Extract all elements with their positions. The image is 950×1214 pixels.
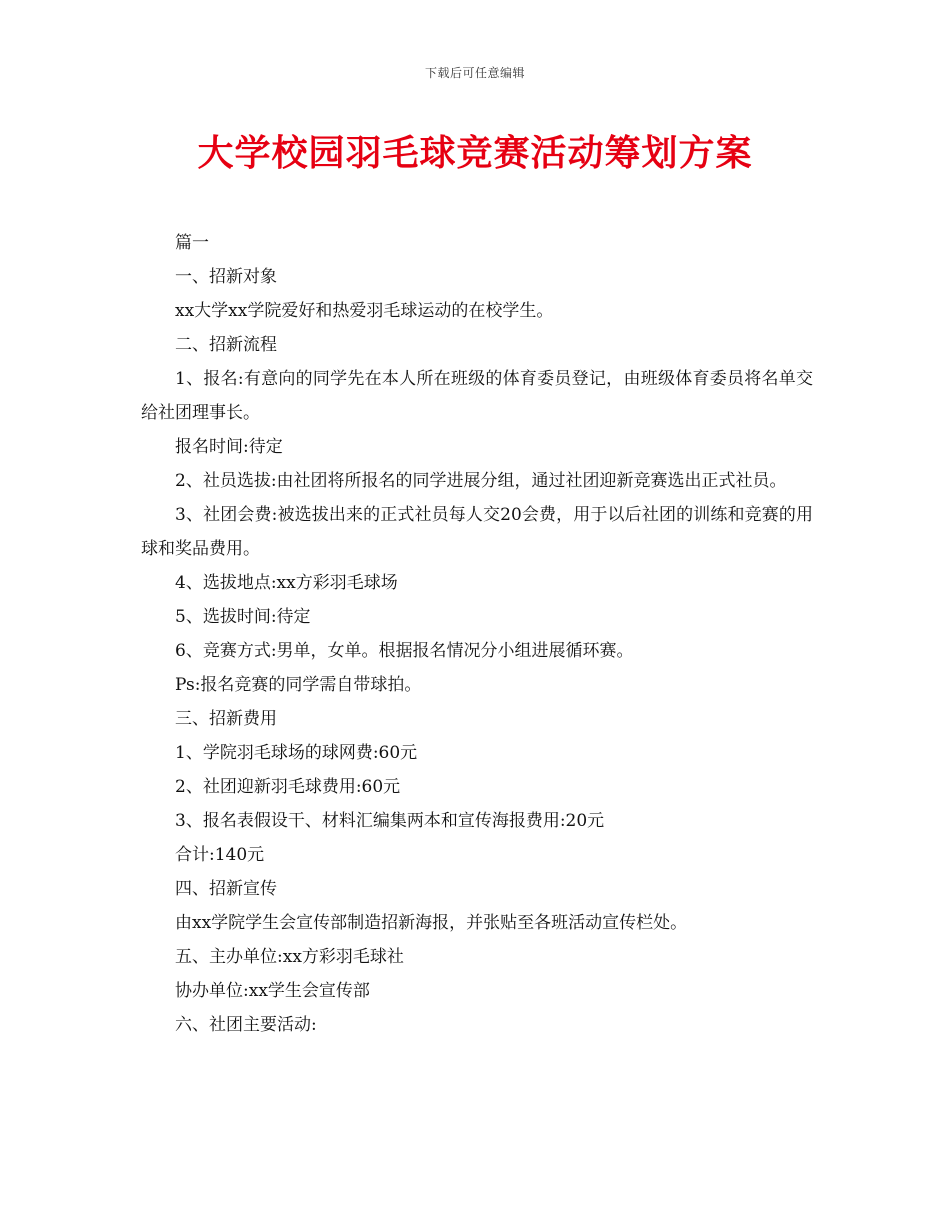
paragraph: 2、社团迎新羽毛球费用:60元 bbox=[175, 777, 401, 797]
paragraph: 6、竞赛方式:男单，女单。根据报名情况分小组进展循环赛。 bbox=[175, 641, 634, 661]
paragraph: 5、选拔时间:待定 bbox=[175, 607, 311, 627]
heading-recruit-target: 一、招新对象 bbox=[175, 267, 277, 287]
document-title: 大学校园羽毛球竞赛活动筹划方案 bbox=[197, 132, 753, 174]
paragraph: 五、主办单位:xx方彩羽毛球社 bbox=[175, 947, 404, 967]
paragraph: 由xx学院学生会宣传部制造招新海报，并张贴至各班活动宣传栏处。 bbox=[175, 913, 688, 933]
paragraph: 3、报名表假设干、材料汇编集两本和宣传海报费用:20元 bbox=[175, 811, 605, 831]
heading-recruit-cost: 三、招新费用 bbox=[175, 709, 277, 729]
header-note: 下载后可任意编辑 bbox=[424, 66, 525, 80]
document-body bbox=[141, 226, 813, 1042]
paragraph: 协办单位:xx学生会宣传部 bbox=[175, 981, 370, 1001]
paragraph: 1、报名:有意向的同学先在本人所在班级的体育委员登记，由班级体育委员将名单交给社团理事长。 bbox=[141, 369, 813, 423]
heading-main-activities: 六、社团主要活动: bbox=[175, 1015, 317, 1035]
paragraph: 报名时间:待定 bbox=[175, 437, 283, 457]
heading-recruit-process: 二、招新流程 bbox=[175, 335, 277, 355]
paragraph: 合计:140元 bbox=[175, 845, 265, 865]
section-label: 篇一 bbox=[175, 233, 209, 253]
heading-recruit-promotion: 四、招新宣传 bbox=[175, 879, 277, 899]
paragraph: 3、社团会费:被选拔出来的正式社员每人交20会费，用于以后社团的训练和竞赛的用球和奖品费用。 bbox=[141, 505, 813, 559]
paragraph: Ps:报名竞赛的同学需自带球拍。 bbox=[175, 675, 422, 695]
paragraph: 2、社员选拔:由社团将所报名的同学进展分组，通过社团迎新竞赛选出正式社员。 bbox=[175, 471, 787, 491]
paragraph: 4、选拔地点:xx方彩羽毛球场 bbox=[175, 573, 398, 593]
paragraph: 1、学院羽毛球场的球网费:60元 bbox=[175, 743, 418, 763]
paragraph: xx大学xx学院爱好和热爱羽毛球运动的在校学生。 bbox=[175, 301, 554, 321]
